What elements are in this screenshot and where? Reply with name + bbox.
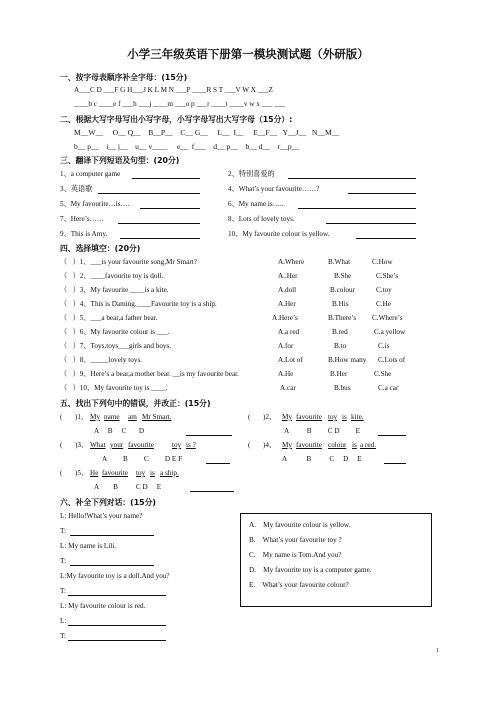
section6-heading: 六、补全下列对话：(15分) — [60, 498, 156, 507]
choice-option-a[interactable]: A.Here’s — [272, 314, 298, 322]
answer-blank[interactable] — [298, 208, 416, 209]
answer-blank[interactable] — [140, 208, 200, 209]
section2-heading: 二、根据大写字母写出小写字母，小写字母写出大写字母（15分）: — [60, 115, 293, 124]
choice-question: （ ）8、_____lovely toys. — [60, 356, 143, 364]
dialogue-blank[interactable] — [70, 565, 154, 566]
dialogue-line: T: — [60, 527, 67, 535]
dialogue-blank[interactable] — [68, 640, 166, 641]
choice-option-c[interactable]: C.He — [376, 300, 391, 308]
translate-item-7: 7、Here’s…… — [60, 215, 104, 223]
choice-question: （ ）7、Toys,toys___girls and boys. — [60, 342, 172, 350]
translate-item-1: 1、a computer game — [60, 170, 121, 178]
error-word: is ? — [186, 441, 196, 449]
choice-question: （ ）9、Here’s a bear,a mother bear. __is my favourite bear. — [60, 370, 239, 378]
section3-heading: 三、翻译下列短语及句型：(20分) — [60, 156, 180, 165]
error-letter-labels: A B C D E — [284, 427, 361, 435]
choice-option-b[interactable]: B.She — [334, 272, 352, 280]
error-word: toy — [172, 441, 182, 449]
answer-blank[interactable] — [118, 223, 200, 224]
choice-question: （ ）6、My favourite colour is ___. — [60, 328, 170, 336]
error-word: is — [342, 413, 347, 421]
error-question-paren: ( )5、 — [60, 469, 89, 477]
dialogue-option-e: E. What’s your favourite colour? — [249, 581, 349, 589]
correction-blank[interactable] — [378, 435, 406, 436]
error-word: favourite — [102, 469, 128, 477]
choice-option-c[interactable]: C.She’s — [376, 272, 399, 280]
choice-option-a[interactable]: A.doll — [278, 286, 297, 294]
section1-heading: 一、按字母表顺序补全字母：(15分) — [60, 73, 188, 82]
choice-option-a[interactable]: A.a red — [278, 328, 300, 336]
page-number: 1 — [436, 648, 439, 654]
translate-item-8: 8、Lots of lovely toys. — [228, 215, 295, 223]
choice-option-b[interactable]: B.colour — [330, 286, 355, 294]
choice-option-a[interactable]: A.Where — [278, 258, 305, 266]
choice-question: （ ）4、This is Daming.____Favourite toy is a ship. — [60, 300, 217, 308]
error-letter-labels: A B C D E — [282, 455, 362, 463]
section2-lowercase-line: b__ p__ i__ j__ u__ v____ e__ f___ d__ p__ b__ d__ r__p__ — [74, 142, 300, 151]
correction-blank[interactable] — [384, 463, 406, 464]
page-title: 小学三年级英语下册第一模块测试题（外研版） — [127, 47, 369, 61]
choice-option-c[interactable]: C.is — [378, 342, 390, 350]
error-word: am — [128, 413, 137, 421]
error-word: He — [90, 469, 99, 477]
choice-option-a[interactable]: A.for — [278, 342, 294, 350]
translate-item-10: 10、My favourite colour is yellow. — [228, 230, 330, 238]
correction-blank[interactable] — [186, 435, 232, 436]
dialogue-blank[interactable] — [68, 595, 166, 596]
correction-blank[interactable] — [206, 463, 230, 464]
error-word: is — [352, 441, 357, 449]
dialogue-line: T: — [60, 632, 67, 640]
dialogue-blank[interactable] — [68, 625, 166, 626]
dialogue-option-b: B. What’s your favourite toy ? — [249, 536, 342, 544]
choice-option-b[interactable]: B.red — [332, 328, 348, 336]
answer-blank[interactable] — [348, 193, 416, 194]
error-word: a ship. — [160, 469, 179, 477]
choice-option-a[interactable]: A.Lot of — [278, 356, 303, 364]
error-word: kite. — [351, 413, 364, 421]
section1-lowercase-line: ____b c ____e f ___h ___j ____m ___o p ___r ____t ____v w x ___ ___ — [74, 100, 286, 108]
dialogue-line: L: My name is Lili. — [60, 542, 117, 550]
answer-blank[interactable] — [288, 178, 416, 179]
translate-item-4: 4、What’s your favourite……? — [228, 185, 320, 193]
error-word: favourite — [296, 441, 322, 449]
error-word: colour — [328, 441, 347, 449]
choice-question: （ ）1、___is your favourite song,Mr Smart? — [60, 258, 197, 266]
section2-uppercase-line: M__W__ O__ Q__ B__P__ C__ G__ L__ I__ E__F__ Y__J__ N__M__ — [74, 128, 340, 137]
choice-option-b[interactable]: B.What — [328, 258, 351, 266]
choice-option-c[interactable]: C.Lots of — [378, 356, 406, 364]
answer-blank[interactable] — [326, 223, 416, 224]
dialogue-line: T: — [60, 587, 67, 595]
choice-option-c[interactable]: C.a yellow — [374, 328, 406, 336]
error-question-paren: ( )1、 — [60, 413, 89, 421]
dialogue-option-d: D. My favourite toy is a computer game. — [249, 566, 372, 574]
error-question-paren: ( )4、 — [248, 441, 277, 449]
choice-option-b[interactable]: B.His — [332, 300, 349, 308]
dialogue-line: L:My favourite toy is a doll.And you? — [60, 572, 170, 580]
choice-option-b[interactable]: B.bus — [334, 384, 351, 392]
dialogue-line: L: My favourite colour is red. — [60, 602, 146, 610]
choice-option-b[interactable]: B.There’s — [328, 314, 357, 322]
dialogue-options-box — [240, 513, 432, 607]
section1-uppercase-line: A___C D ___F G H___J K L M N ___P ____R S T ___V W X ___Z — [74, 86, 273, 94]
error-word: your — [110, 441, 124, 449]
error-word: name — [104, 413, 120, 421]
error-word: My — [282, 413, 292, 421]
choice-option-c[interactable]: C.a car — [378, 384, 399, 392]
error-word: favourite — [296, 413, 322, 421]
error-word: toy — [328, 413, 338, 421]
answer-blank[interactable] — [356, 238, 416, 239]
choice-option-a[interactable]: A..Her — [278, 272, 298, 280]
choice-question: （ ）3、My favourite ____is a kite. — [60, 286, 169, 294]
choice-option-c[interactable]: C.How — [372, 258, 393, 266]
translate-item-5: 5、My favourite…is…. — [60, 200, 130, 208]
choice-option-b[interactable]: B.to — [334, 342, 347, 350]
error-word: My — [282, 441, 292, 449]
choice-option-a[interactable]: A.Her — [278, 300, 296, 308]
dialogue-line: L: — [60, 617, 67, 625]
choice-option-c[interactable]: C.Where’s — [372, 314, 403, 322]
error-word: favourite — [128, 441, 154, 449]
translate-item-3: 3、英语歌 — [60, 185, 93, 193]
choice-option-a[interactable]: A.He — [278, 370, 294, 378]
error-question-paren: ( )3、 — [60, 441, 89, 449]
error-letter-labels: A B C D E — [94, 483, 162, 491]
dialogue-line: L: Hello!What’s your name? — [60, 512, 143, 520]
correction-blank[interactable] — [190, 491, 234, 492]
dialogue-option-c: C. My name is Tom.And you? — [249, 551, 342, 559]
dialogue-option-a: A. My favourite colour is yellow. — [249, 521, 351, 529]
error-word: My — [90, 413, 100, 421]
error-word: toy — [136, 469, 146, 477]
error-word: Mr Smart. — [142, 413, 172, 421]
translate-item-9: 9、This is Amy. — [60, 230, 108, 238]
answer-blank[interactable] — [120, 238, 200, 239]
answer-blank[interactable] — [98, 193, 200, 194]
choice-option-b[interactable]: B.How many — [328, 356, 367, 364]
error-question-paren: ( )2、 — [248, 413, 277, 421]
error-word: What — [90, 441, 106, 449]
choice-question: （ ）2、____favourite toy is doll. — [60, 272, 164, 280]
choice-option-c[interactable]: C.toy — [376, 286, 392, 294]
section5-heading: 五、找出下列句中的错误，并改正：(15分) — [60, 399, 211, 408]
error-word: is — [150, 469, 155, 477]
dialogue-blank[interactable] — [70, 535, 154, 536]
answer-blank[interactable] — [132, 178, 200, 179]
error-letter-labels: A B C D — [94, 427, 145, 435]
section4-heading: 四、选择填空：(20分) — [60, 244, 141, 253]
translate-item-2: 2、特别喜爱的 — [228, 170, 275, 178]
error-letter-labels: A B C D E F — [102, 455, 183, 463]
choice-option-a[interactable]: A.car — [280, 384, 296, 392]
error-word: a red. — [360, 441, 376, 449]
choice-question: （ ）10、My favourite toy is ____. — [60, 384, 168, 392]
choice-question: （ ）5、___a bear,a father bear. — [60, 314, 158, 322]
choice-option-b[interactable]: B.Her — [330, 370, 348, 378]
choice-option-c[interactable]: C.She — [374, 370, 392, 378]
translate-item-6: 6、My name is….. — [228, 200, 284, 208]
dialogue-line: T: — [60, 557, 67, 565]
